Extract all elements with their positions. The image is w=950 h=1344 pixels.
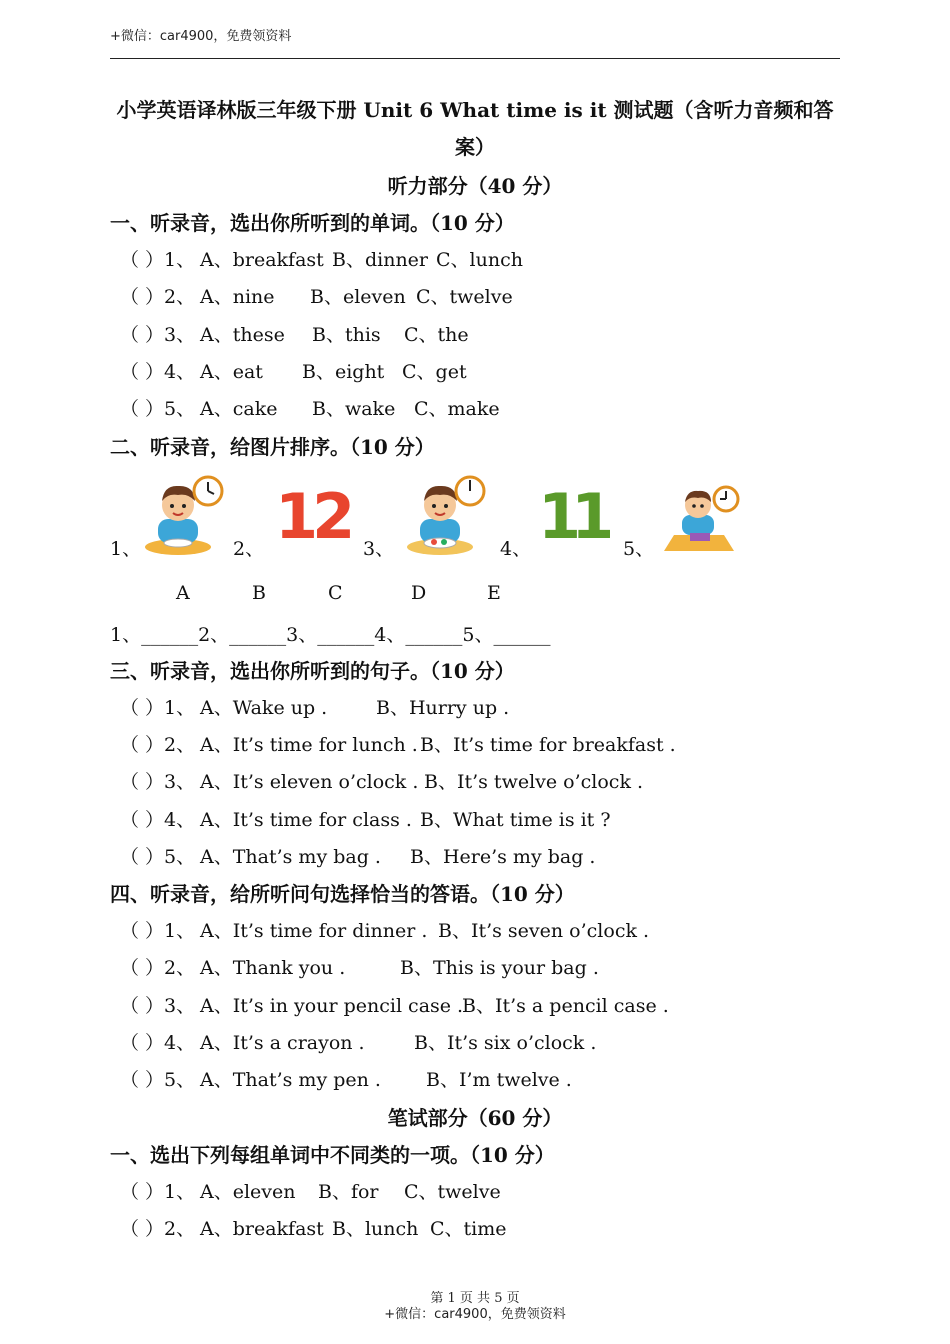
option-a: A、It’s time for dinner . [200,920,428,942]
picture-number-4: 4、 [500,538,532,560]
question-number: （ ）3、 [120,995,196,1017]
question-number: （ ）3、 [120,771,196,793]
option-c: C、the [404,324,469,346]
writing-part-title: 笔试部分（60 分） [387,1106,563,1130]
option-a: A、eat [200,361,263,383]
option-b: B、It’s twelve o’clock . [424,771,644,793]
option-b: B、What time is it ? [420,809,611,831]
option-a: A、eleven [200,1181,296,1203]
listening-part-title: 听力部分（40 分） [387,174,563,198]
option-b: B、for [318,1181,379,1203]
boy-lunch-picture [402,475,492,557]
question-number: （ ）1、 [120,1181,196,1203]
option-b: B、This is your bag . [400,957,599,979]
option-b: B、Hurry up . [376,697,510,719]
picture-number-3: 3、 [363,538,395,560]
option-a: A、Wake up . [200,697,328,719]
option-a: A、It’s time for class . [200,809,412,831]
question-number: （ ）1、 [120,249,196,271]
option-b: B、wake [312,398,396,420]
title-line-1: 小学英语译林版三年级下册 Unit 6 What time is it 测试题（含听力音频和答 [116,98,834,122]
question-number: （ ）1、 [120,920,196,942]
option-c: C、time [430,1218,507,1240]
picture-number-1: 1、 [110,538,142,560]
picture-number-2: 2、 [233,538,265,560]
question-number: （ ）2、 [120,957,196,979]
picture-label-d: D [411,582,427,604]
option-c: C、get [402,361,467,383]
option-a: A、nine [200,286,275,308]
option-a: A、cake [200,398,278,420]
question-number: （ ）2、 [120,734,196,756]
option-a: A、It’s in your pencil case . [200,995,464,1017]
option-a: A、these [200,324,285,346]
option-c: C、twelve [416,286,513,308]
picture-label-c: C [328,582,343,604]
option-c: C、make [414,398,500,420]
question-number: （ ）3、 [120,324,196,346]
option-b: B、It’s seven o’clock . [438,920,650,942]
option-c: C、lunch [436,249,523,271]
option-a: A、Thank you . [200,957,346,979]
option-a: A、That’s my bag . [200,846,381,868]
option-c: C、twelve [404,1181,501,1203]
picture-label-a: A [176,582,190,604]
option-b: B、It’s time for breakfast . [420,734,676,756]
number-12-picture: 12 [275,480,350,553]
option-b: B、eleven [310,286,406,308]
question-number: （ ）4、 [120,361,196,383]
question-number: （ ）5、 [120,398,196,420]
option-a: A、It’s eleven o’clock . [200,771,419,793]
header-note: +微信：car4900，免费领资料 [110,29,292,44]
option-b: B、It’s a pencil case . [462,995,669,1017]
question-number: （ ）1、 [120,697,196,719]
boy-at-desk-picture [660,485,742,555]
question-number: （ ）5、 [120,1069,196,1091]
option-b: B、eight [302,361,385,383]
section-2-heading: 二、听录音，给图片排序。（10 分） [110,435,435,459]
writing-section-1-heading: 一、选出下列每组单词中不同类的一项。（10 分） [110,1143,555,1167]
ordering-blanks[interactable]: 1、______2、______3、______4、______5、______ [110,624,551,646]
header-divider [110,58,840,59]
boy-breakfast-picture [140,475,230,557]
page-title [110,92,840,166]
option-b: B、It’s six o’clock . [414,1032,597,1054]
picture-label-e: E [487,582,501,604]
option-a: A、breakfast [200,1218,324,1240]
footer-note: +微信：car4900，免费领资料 [384,1307,566,1322]
question-number: （ ）4、 [120,1032,196,1054]
section-3-heading: 三、听录音，选出你所听到的句子。（10 分） [110,659,515,683]
page-number: 第 1 页 共 5 页 [430,1291,520,1306]
option-b: B、lunch [332,1218,419,1240]
option-a: A、It’s time for lunch . [200,734,418,756]
option-b: B、I’m twelve . [426,1069,572,1091]
title-line-2: 案） [455,135,495,159]
option-b: B、dinner [332,249,429,271]
question-number: （ ）4、 [120,809,196,831]
option-a: A、It’s a crayon . [200,1032,365,1054]
option-b: B、this [312,324,381,346]
number-11-picture: 11 [538,480,605,553]
question-number: （ ）2、 [120,286,196,308]
section-4-heading: 四、听录音，给所听问句选择恰当的答语。（10 分） [110,882,575,906]
option-a: A、breakfast [200,249,324,271]
option-a: A、That’s my pen . [200,1069,381,1091]
option-b: B、Here’s my bag . [410,846,596,868]
question-number: （ ）2、 [120,1218,196,1240]
picture-row [110,470,810,570]
picture-number-5: 5、 [623,538,655,560]
question-number: （ ）5、 [120,846,196,868]
picture-label-b: B [252,582,266,604]
section-1-heading: 一、听录音，选出你所听到的单词。（10 分） [110,211,515,235]
